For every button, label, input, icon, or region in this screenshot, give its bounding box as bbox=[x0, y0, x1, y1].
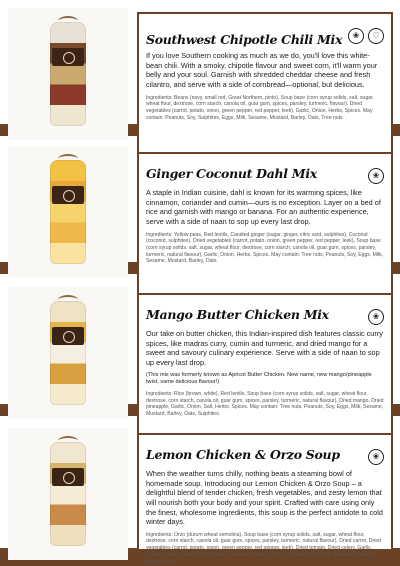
brand-label bbox=[52, 186, 84, 204]
product-photo-southwest-chipotle bbox=[8, 8, 128, 140]
product-description: Our take on butter chicken, this Indian-inspired dish features classic curry spices, like madras curry, cumin and turmeric, and dried mango for a sweet and savoury culinary experience. Serve with a side of naan to sop up every last drop. bbox=[146, 329, 383, 367]
product-card bbox=[137, 12, 393, 158]
product-ingredients: Ingredients: Beans (navy, small red, Great Northern, pinto), Soup base (corn syrup solids, salt, sugar, wheat flour, dextrose, corn starch, canola oil, guar gum, spices, parsley, turmeric, flavour), Dried vegetables (carrot, potato, onion, green pepper, red pepper, leek), Garlic, Onion, Herbs, Spices. May contain: Peanuts, Soy, Sulphites, Eggs, Milk, Sesame, Mustard, Barley, Oats, Tree nuts. bbox=[146, 94, 374, 121]
product-bag bbox=[50, 301, 86, 405]
brand-label bbox=[52, 468, 84, 486]
brand-label bbox=[52, 48, 84, 66]
diet-icons bbox=[368, 168, 384, 184]
product-description: If you love Southern cooking as much as we do, you'll love this white-bean chili. With a smoky, chipotle flavour and sweet corn, it'll warm your belly and your soul. Garnish with shredded cheddar cheese and fresh cilantro, and serve with a side of cornbread—optional, but delicious. bbox=[146, 51, 378, 89]
vegan-icon: ❀ bbox=[368, 449, 384, 465]
product-card bbox=[137, 433, 393, 565]
product-ingredients: Ingredients: Yellow peas, Red lentils, Candied ginger (sugar, ginger, citric acid, sulphites), Coconut (coconut, sulphites), Dried vegetables (carrot, potato, onion, green pepper, red pepper, leek), Soup base (corn syrup solids, salt, sugar, wheat flour, dextrose, corn starch, canola oil, guar gum, spices, parsley, turmeric, natural flavour), Garlic, Onion, Herbs, Spices. May contain: Tree nuts, Peanuts, Soy, Eggs, Milk, Sesame, Mustard, Barley, Oats. bbox=[146, 231, 384, 265]
product-title: Ginger Coconut Dahl Mix bbox=[146, 166, 317, 181]
product-bag bbox=[50, 442, 86, 546]
product-description: A staple in Indian cuisine, dahl is known for its warming spices, like cinnamon, coriander and cumin—ours is no exception. Layer on a bed of rice and garnish with mango or banana. For an authentic experience, serve with a side of naan to sop up every last drop. bbox=[146, 188, 381, 226]
dairy-free-icon: ♡ bbox=[368, 28, 384, 44]
brand-label bbox=[52, 327, 84, 345]
diet-icons bbox=[368, 449, 384, 465]
product-card bbox=[137, 152, 393, 295]
product-title: Mango Butter Chicken Mix bbox=[146, 307, 329, 322]
vegan-icon: ❀ bbox=[368, 309, 384, 325]
product-description: When the weather turns chilly, nothing beats a steaming bowl of homemade soup. Introducing our Lemon Chicken & Orzo Soup – a delightful blend of tender chicken, fresh vegetables, and zesty lemon that will nourish both your body and your spirit. Crafted with care using only the finest, wholesome ingredients, this soup is the perfect antidote to cold winter days. bbox=[146, 469, 383, 527]
product-photo-lemon-orzo bbox=[8, 428, 128, 560]
product-ingredients: Ingredients: Orzo (durum wheat semolina), Soup base (corn syrup solids, salt, sugar, wheat flour, dextrose, corn starch, canola oil, guar gum, spices, parsley, turmeric, natural flavour), Dried carrot, Dried vegetables (carrot, potato, onion, green pepper, red pepper, leek), Dried tomato, Dried celery, Garlic, Onion, Herbs, Spices. May contain: Tree nuts, Peanuts, Soy, Sulphites, Eggs, Milk, Sesame, Mustard, Barley, Oats. bbox=[146, 531, 381, 565]
product-photo-mango-butter-chicken bbox=[8, 287, 128, 419]
vegan-icon: ❀ bbox=[348, 28, 364, 44]
vegan-icon: ❀ bbox=[368, 168, 384, 184]
product-bag bbox=[50, 160, 86, 264]
product-title: Lemon Chicken & Orzo Soup bbox=[146, 447, 340, 462]
diet-icons bbox=[368, 309, 384, 325]
product-photo-ginger-dahl bbox=[8, 146, 128, 278]
product-bag bbox=[50, 22, 86, 126]
product-card bbox=[137, 293, 393, 440]
product-title: Southwest Chipotle Chili Mix bbox=[146, 32, 343, 47]
product-ingredients: Ingredients: Rice (brown, white), Red lentils, Soup base (corn syrup solids, salt, sugar, wheat flour, dextrose, corn starch, canola oil, guar gum, spices, parsley, turmeric, natural flavour), Dried mango, Dried pineapple, Garlic, Onion, Salt, Herbs, Spices. May contain: Tree nuts, Peanuts, Soy, Eggs, Milk, Sesame, Mustard, Barley, Oats, Sulphites. bbox=[146, 391, 384, 418]
product-rename-note: (This mix was formerly known as Apricot Butter Chicken. New name, new mango/pineapple twist, same delicious flavour!) bbox=[146, 371, 372, 385]
diet-icons bbox=[348, 28, 384, 44]
